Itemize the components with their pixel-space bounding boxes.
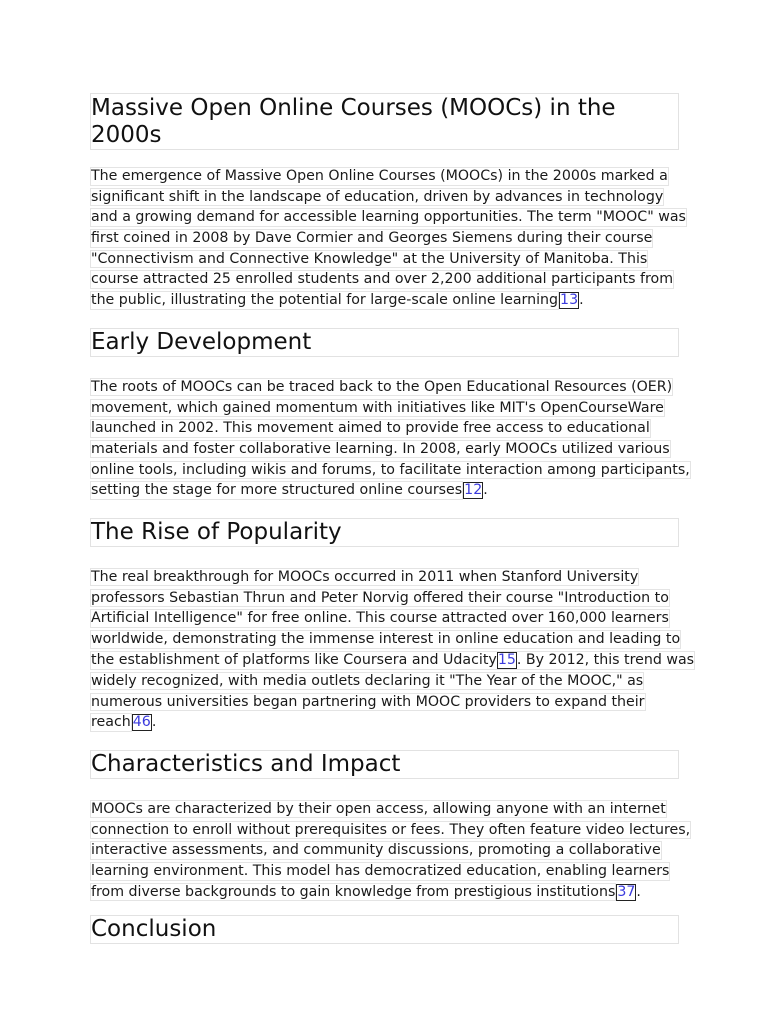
citation-link[interactable]: 46 [132,714,151,731]
text-line: connection to enroll without prerequisites or fees. They often feature video lectures, [91,821,691,838]
section-heading-characteristics-and-impact: Characteristics and Impact [90,750,679,779]
period: . [636,883,641,900]
section-heading-early-development: Early Development [90,328,679,357]
citation-link[interactable]: 13 [560,292,579,309]
text-line: Artificial Intelligence" for free online. This course attracted over 160,000 learners [91,610,669,627]
text-line: widely recognized, with media outlets declaring it "The Year of the MOOC," as [91,672,644,689]
text-line: online tools, including wikis and forums, to facilitate interaction among participants, [91,461,690,478]
period: . [151,714,157,731]
text-line [90,651,695,670]
text-line: launched in 2002. This movement aimed to provide free access to educational [91,420,650,437]
text-line: setting the stage for more structured online courses [91,482,463,499]
intro-paragraph [90,167,686,312]
text-line: "Connectivism and Connective Knowledge" at the University of Manitoba. This [91,250,648,267]
citation-link[interactable]: 37 [617,883,636,900]
section-heading-conclusion: Conclusion [90,915,679,944]
text-line: learning environment. This model has democratized education, enabling learners [91,863,670,879]
period: . [483,482,488,499]
section-heading-rise-of-popularity: The Rise of Popularity [90,518,679,547]
text-line: professors Sebastian Thrun and Peter Norvig offered their course "Introduction to [91,589,669,606]
text-line: significant shift in the landscape of education, driven by advances in technology [91,188,664,205]
text-line: materials and foster collaborative learning. In 2008, early MOOCs utilized various [91,440,670,457]
characteristics-paragraph [90,800,691,903]
text-segment: . By 2012, this trend was [516,651,695,668]
text-line: from diverse backgrounds to gain knowledge from prestigious institutions [91,883,616,900]
article [90,93,695,944]
text-line: numerous universities began partnering with MOOC providers to expand their [91,693,645,710]
citation-link[interactable]: 15 [497,651,516,668]
early-development-paragraph [90,378,690,502]
text-line: interactive assessments, and community discussions, promoting a collaborative [91,842,661,859]
period: . [579,292,584,309]
text-line: The real breakthrough for MOOCs occurred in 2011 when Stanford University [91,568,639,585]
text-segment: the establishment of platforms like Coursera and Udacity [91,651,497,668]
text-line: reach [91,714,131,731]
text-line: movement, which gained momentum with initiatives like MIT's OpenCourseWare [91,399,664,416]
text-line: The roots of MOOCs can be traced back to the Open Educational Resources (OER) [91,378,673,395]
text-line: MOOCs are characterized by their open access, allowing anyone with an internet [91,800,666,817]
text-line: and a growing demand for accessible learning opportunities. The term "MOOC" was [91,209,686,226]
text-line: The emergence of Massive Open Online Courses (MOOCs) in the 2000s marked a [91,168,668,184]
citation-link[interactable]: 12 [464,482,483,499]
text-line: the public, illustrating the potential for large-scale online learning [91,292,559,309]
rise-of-popularity-paragraph [90,568,695,734]
text-line: worldwide, demonstrating the immense interest in online education and leading to [91,631,681,647]
page-title: Massive Open Online Courses (MOOCs) in the 2000s [90,93,679,150]
text-line: first coined in 2008 by Dave Cormier and Georges Siemens during their course [91,230,653,247]
text-line: course attracted 25 enrolled students and over 2,200 additional participants from [91,271,674,288]
